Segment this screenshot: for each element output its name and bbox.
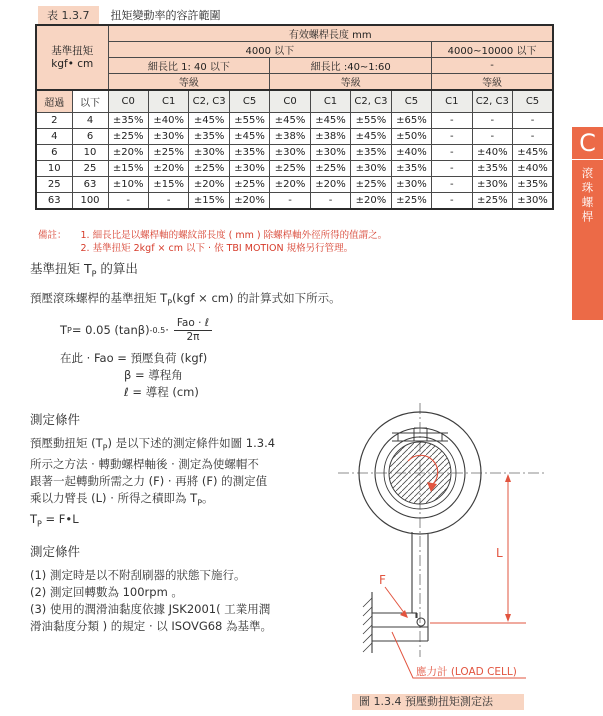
table-cell: ±35% xyxy=(189,129,229,145)
table-cell: ±65% xyxy=(391,113,431,129)
fraction: $\frac{\text{Fao · ℓ}}{2\pi}$ xyxy=(174,317,212,344)
table-cell: ±40% xyxy=(472,145,512,161)
figure-caption: 圖 1.3.4 預壓動扭矩測定法 xyxy=(352,694,524,710)
note-line: 1. 細長比是以螺桿軸的螺紋部長度 ( mm ) 除螺桿軸外徑所得的值謂之。 xyxy=(80,230,388,241)
table-cell: ±30% xyxy=(351,161,391,177)
table-cell: ±15% xyxy=(148,177,188,193)
table-cell: ±30% xyxy=(148,129,188,145)
table-row xyxy=(36,129,553,145)
table-cell: - xyxy=(513,129,553,145)
col-header: C0 xyxy=(270,90,310,113)
table-cell: ±35% xyxy=(351,145,391,161)
col-header: C5 xyxy=(391,90,431,113)
table-cell: ±35% xyxy=(229,145,269,161)
chapter-tab xyxy=(572,127,603,320)
table-cell: ±45% xyxy=(351,129,391,145)
grade-label-cell: 等級 xyxy=(432,74,553,91)
load-cell-label: 應力計 (LOAD CELL) xyxy=(416,666,517,678)
table-title-row xyxy=(38,6,221,24)
screw-shaft-hatched xyxy=(389,442,451,504)
formula-definitions: 在此 · Fao = 預壓負荷 (kgf) β = 導程角 ℓ = 導程 (cm) xyxy=(60,350,208,399)
table-cell: ±45% xyxy=(310,113,350,129)
table-cell: - xyxy=(432,145,472,161)
length-group-cell: 4000~10000 以下 xyxy=(432,42,553,58)
table-cell: ±20% xyxy=(108,145,148,161)
tp-formula: T P = 0.05 (tanβ) -0.5 · $\frac{\text{Fao · ℓ}}{2\pi}$ xyxy=(60,317,356,344)
effective-length-header: 有效螺桿長度 mm xyxy=(108,25,553,42)
table-cell: ±15% xyxy=(189,193,229,210)
table-cell: - xyxy=(513,113,553,129)
table-cell: ±35% xyxy=(513,177,553,193)
table-cell: - xyxy=(432,193,472,210)
table-title: 扭矩變動率的容許範圍 xyxy=(110,9,221,22)
table-cell: ±30% xyxy=(513,193,553,210)
l-arrow-top xyxy=(505,474,511,482)
header-row-length-groups xyxy=(36,42,553,58)
table-cell: ±45% xyxy=(229,129,269,145)
table-row xyxy=(36,161,553,177)
grade-label-cell: 等級 xyxy=(270,74,432,91)
base-torque-intro: 預壓滾珠螺桿的基準扭矩 $T_P(kgf \times cm)$ 的計算式如下所示。 xyxy=(30,290,341,307)
table-cell: ±45% xyxy=(270,113,310,129)
table-cell: ±20% xyxy=(229,193,269,210)
table-cell: ±30% xyxy=(229,161,269,177)
note-line: 2. 基準扭矩 2kgf × cm 以下 · 依 TBI MOTION 規格另行管理。 xyxy=(80,243,354,254)
col-header: 以下 xyxy=(72,90,108,113)
l-arrow-bottom xyxy=(505,614,511,622)
table-cell: 25 xyxy=(36,177,72,193)
text-column xyxy=(30,260,356,641)
table-cell: ±45% xyxy=(513,145,553,161)
table-cell: ±25% xyxy=(310,161,350,177)
tab-divider xyxy=(572,159,603,160)
table-notes xyxy=(38,229,387,255)
col-header: C1 xyxy=(148,90,188,113)
table-row xyxy=(36,177,553,193)
grade-label-cell: 等級 xyxy=(108,74,270,91)
table-row xyxy=(36,113,553,129)
table-cell: 100 xyxy=(72,193,108,210)
torque-variation-table xyxy=(35,24,554,210)
table-cell: 25 xyxy=(72,161,108,177)
table-cell: ±25% xyxy=(108,129,148,145)
chapter-label: 滾珠螺桿 xyxy=(580,167,595,225)
section-heading-measure-2: 測定條件 xyxy=(30,543,81,559)
measure-conditions-paragraph: 預壓動扭矩 $(T_P)$ 是以下述的測定條件如圖 1.3.4 所示之方法 · 轉動螺桿軸後 · 測定為使螺帽不 跟著一起轉動所需之力 (F) · 再將 (F) 的測定值 乘以力臂長 (L) · 所得之積即為 $T_P$。 $T_P$ = F•L xyxy=(30,435,276,529)
table-row xyxy=(36,193,553,210)
table-cell: ±40% xyxy=(391,145,431,161)
col-header: C2, C3 xyxy=(472,90,512,113)
notes-label: 備註： xyxy=(38,230,67,241)
table-cell: ±30% xyxy=(189,145,229,161)
col-header: C1 xyxy=(432,90,472,113)
table-cell: - xyxy=(108,193,148,210)
col-header: C0 xyxy=(108,90,148,113)
table-cell: 4 xyxy=(72,113,108,129)
table-cell: ±25% xyxy=(472,193,512,210)
table-cell: ±20% xyxy=(148,161,188,177)
table-cell: ±30% xyxy=(270,145,310,161)
table-cell: - xyxy=(432,129,472,145)
table-row xyxy=(36,145,553,161)
table-number-tag: 表 1.3.7 xyxy=(38,6,99,24)
table-cell: ±20% xyxy=(189,177,229,193)
header-row-grades xyxy=(36,90,553,113)
table-cell: - xyxy=(270,193,310,210)
table-cell: ±25% xyxy=(351,177,391,193)
table-cell: ±15% xyxy=(108,161,148,177)
table-cell: ±25% xyxy=(229,177,269,193)
slenderness-cell: - xyxy=(432,58,553,74)
table-cell: ±40% xyxy=(513,161,553,177)
section-heading-measure-1: 測定條件 xyxy=(30,411,81,427)
col-header: C2, C3 xyxy=(351,90,391,113)
table-cell: ±38% xyxy=(310,129,350,145)
table-cell: - xyxy=(432,177,472,193)
table-cell: - xyxy=(432,161,472,177)
table-cell: - xyxy=(148,193,188,210)
table-cell: - xyxy=(472,129,512,145)
force-f-label: F xyxy=(379,573,386,587)
corner-cell: 基準扭矩 kgf• cm xyxy=(36,25,108,90)
table-cell: ±25% xyxy=(189,161,229,177)
chapter-letter: C xyxy=(579,129,596,157)
table-cell: ±55% xyxy=(229,113,269,129)
table-cell: ±10% xyxy=(108,177,148,193)
table-cell: 10 xyxy=(72,145,108,161)
table-cell: ±25% xyxy=(148,145,188,161)
table-cell: ±55% xyxy=(351,113,391,129)
table-cell: ±20% xyxy=(270,177,310,193)
force-f-leader xyxy=(385,587,405,614)
table-cell: 2 xyxy=(36,113,72,129)
table-cell: ±20% xyxy=(351,193,391,210)
table-cell: ±25% xyxy=(391,193,431,210)
table-cell: - xyxy=(472,113,512,129)
col-header: C1 xyxy=(310,90,350,113)
col-header: C5 xyxy=(229,90,269,113)
header-row-slenderness xyxy=(36,58,553,74)
table-cell: ±35% xyxy=(472,161,512,177)
col-header: 超過 xyxy=(36,90,72,113)
header-row-grade-label xyxy=(36,74,553,91)
table-cell: ±20% xyxy=(310,177,350,193)
section-heading-base-torque: 基準扭矩 $T_P$ 的算出 xyxy=(30,261,138,279)
table-cell: ±35% xyxy=(108,113,148,129)
slenderness-cell: 細長比 1: 40 以下 xyxy=(108,58,270,74)
table-cell: - xyxy=(432,113,472,129)
table-cell: 63 xyxy=(36,193,72,210)
table-cell: 4 xyxy=(36,129,72,145)
table-cell: ±30% xyxy=(391,177,431,193)
table-cell: 6 xyxy=(72,129,108,145)
table-cell: ±35% xyxy=(391,161,431,177)
slenderness-cell: 細長比 :40~1:60 xyxy=(270,58,432,74)
table-cell: ±30% xyxy=(472,177,512,193)
table-cell: ±30% xyxy=(310,145,350,161)
table-cell: ±40% xyxy=(148,113,188,129)
force-f-arrowhead xyxy=(400,610,408,618)
table-cell: ±45% xyxy=(189,113,229,129)
dimension-l-label: L xyxy=(496,546,503,560)
measure-conditions-list: (1) 測定時是以不附刮刷器的狀態下施行。 (2) 測定回轉數為 100rpm 。 (3) 使用的潤滑油黏度依據 JSK2001( 工業用潤 滑油黏度分類 ) 的規定 · 以 ISOVG68 為基準。 xyxy=(30,567,273,633)
table-cell: 63 xyxy=(72,177,108,193)
preload-torque-measurement-diagram xyxy=(330,395,560,716)
table-cell: - xyxy=(310,193,350,210)
col-header: C5 xyxy=(513,90,553,113)
table-cell: ±25% xyxy=(270,161,310,177)
table-cell: ±38% xyxy=(270,129,310,145)
table-cell: 10 xyxy=(36,161,72,177)
fixed-wall xyxy=(363,592,372,653)
length-group-cell: 4000 以下 xyxy=(108,42,432,58)
table-cell: ±50% xyxy=(391,129,431,145)
header-row-effective-length xyxy=(36,25,553,42)
col-header: C2, C3 xyxy=(189,90,229,113)
table-cell: 6 xyxy=(36,145,72,161)
